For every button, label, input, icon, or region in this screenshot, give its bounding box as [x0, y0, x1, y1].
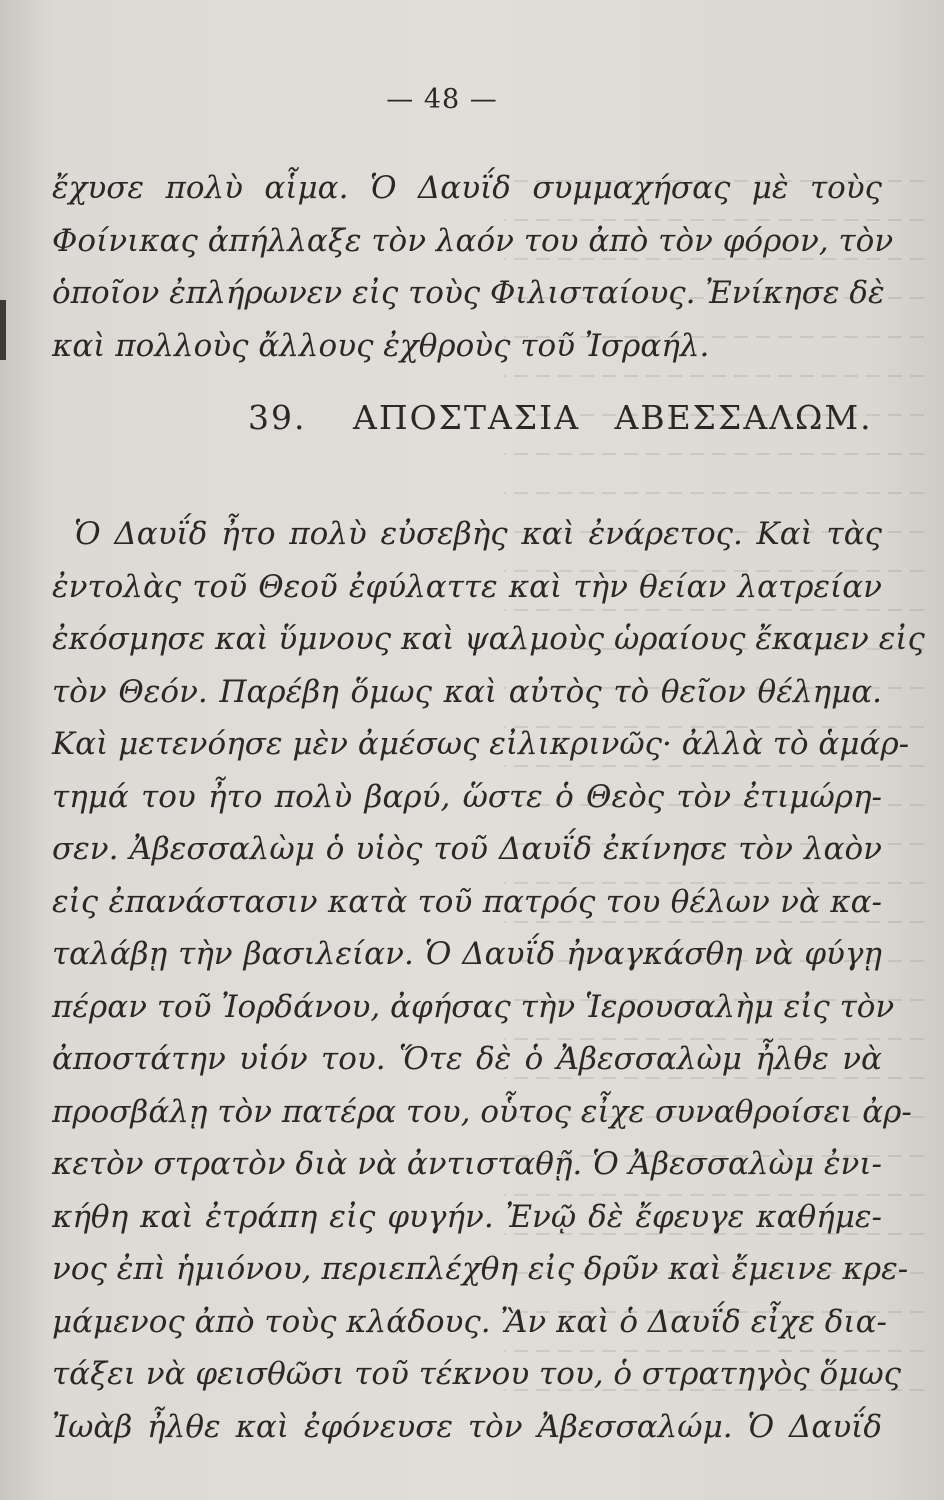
text-line: πέραν τοῦ Ἰορδάνου, ἀφήσας τὴν Ἱερουσαλὴμ εἰς τὸν — [52, 988, 895, 1025]
text-line: καὶ πολλοὺς ἄλλους ἐχθροὺς τοῦ Ἰσραήλ. — [52, 327, 710, 364]
text-line: μάμενος ἀπὸ τοὺς κλάδους. Ἂν καὶ ὁ Δαυΐδ εἶχε δια- — [52, 1303, 887, 1340]
text-line: τὸν Θεόν. Παρέβη ὅμως καὶ αὐτὸς τὸ θεῖον θέλημα. — [52, 673, 882, 710]
text-line: ὁποῖον ἐπλήρωνεν εἰς τοὺς Φιλισταίους. Ἐνίκησε δὲ — [52, 275, 885, 311]
text-line: ἀποστάτην υἱόν του. Ὅτε δὲ ὁ Ἀβεσσαλὼμ ἦλθε νὰ — [52, 1041, 882, 1077]
text-line: Φοίνικας ἀπήλλαξε τὸν λαόν του ἀπὸ τὸν φόρον, τὸν — [52, 222, 894, 259]
text-line: σεν. Ἀβεσσαλὼμ ὁ υἱὸς τοῦ Δαυΐδ ἐκίνησε τὸν λαὸν — [52, 831, 882, 867]
binding-mark — [0, 300, 6, 360]
text-line: Ὁ Δαυΐδ ἦτο πολὺ εὐσεβὴς καὶ ἐνάρετος. Καὶ τὰς — [74, 516, 882, 552]
text-line: ἔχυσε πολὺ αἷμα. Ὁ Δαυΐδ συμμαχήσας μὲ τοὺς — [52, 170, 882, 206]
text-line: ἐκόσμησε καὶ ὕμνους καὶ ψαλμοὺς ὡραίους ἔκαμεν εἰς — [52, 621, 925, 657]
text-line: ἐντολὰς τοῦ Θεοῦ ἐφύλαττε καὶ τὴν θείαν λατρείαν — [52, 568, 882, 605]
text-line: ταλάβῃ τὴν βασιλείαν. Ὁ Δαυΐδ ἠναγκάσθη νὰ φύγῃ — [52, 936, 882, 972]
text-line: προσβάλῃ τὸν πατέρα του, οὗτος εἶχε συναθροίσει ἀρ- — [52, 1093, 912, 1130]
page-number: — 48 — — [386, 84, 498, 115]
text-line: Καὶ μετενόησε μὲν ἀμέσως εἰλικρινῶς· ἀλλὰ τὸ ἁμάρ- — [52, 726, 910, 762]
section-number: 39. — [248, 398, 307, 437]
text-line: εἰς ἐπανάστασιν κατὰ τοῦ πατρός του θέλων νὰ κα- — [52, 883, 882, 920]
text-line: κετὸν στρατὸν διὰ νὰ ἀντισταθῇ. Ὁ Ἀβεσσαλὼμ ἐνι- — [52, 1146, 882, 1182]
text-line: νος ἐπὶ ἡμιόνου, περιεπλέχθη εἰς δρῦν καὶ ἔμεινε κρε- — [52, 1251, 909, 1287]
text-line: Ἰωὰβ ἦλθε καὶ ἐφόνευσε τὸν Ἀβεσσαλώμ. Ὁ Δαυΐδ — [52, 1408, 882, 1445]
section-heading — [248, 398, 873, 437]
section-title: ΑΠΟΣΤΑΣΙΑ ΑΒΕΣΣΑΛΩΜ. — [352, 398, 873, 437]
paragraph-two — [52, 508, 925, 1453]
text-line: κήθη καὶ ἐτράπη εἰς φυγήν. Ἐνῷ δὲ ἔφευγε καθήμε- — [52, 1198, 882, 1235]
paragraph-one — [52, 162, 894, 372]
text-line: τάξει νὰ φεισθῶσι τοῦ τέκνου του, ὁ στρατηγὸς ὅμως — [52, 1356, 901, 1392]
text-line: τημά του ἦτο πολὺ βαρύ, ὥστε ὁ Θεὸς τὸν ἐτιμώρη- — [52, 778, 882, 815]
